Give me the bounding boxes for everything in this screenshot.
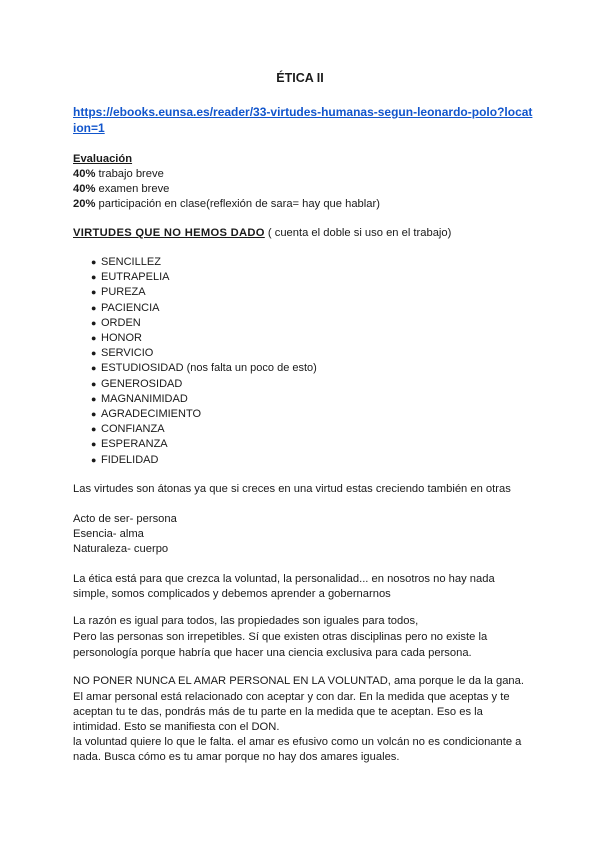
etica-line: La ética está para que crezca la voluntad, la personalidad... en nosotros no hay nada [73,573,495,585]
evaluation-item: 40% trabajo breve [73,168,164,180]
virtues-heading: VIRTUDES QUE NO HEMOS DADO [73,227,265,239]
list-item: ● ESPERANZA [91,438,168,451]
list-item: ● PUREZA [91,286,146,299]
razon-line: La razón es igual para todos, las propiedades son iguales para todos, [73,615,419,627]
list-item: ● FIDELIDAD [91,453,159,466]
amar-line: nada. Busca cómo es tu amar porque no hay dos amares iguales. [73,751,400,763]
virtues-note: ( cuenta el doble si uso en el trabajo) [264,227,452,239]
paragraph-atonas: Las virtudes son átonas ya que si creces en una virtud estas creciendo también en otras [73,483,511,495]
list-item: ● AGRADECIMIENTO [91,408,202,421]
ebook-link[interactable]: https://ebooks.eunsa.es/reader/33-virtudes-humanas-segun-leonardo-polo?location=1 [73,105,533,135]
acto-line: Acto de ser- persona [73,513,177,525]
list-item: ● SERVICIO [91,347,154,360]
acto-line: Esencia- alma [73,528,144,540]
evaluation-heading: Evaluación [73,153,133,165]
list-item: ● PACIENCIA [91,301,160,314]
virtues-heading-line [73,226,451,241]
razon-line: Pero las personas son irrepetibles. Sí que existen otras disciplinas pero no existe la [73,631,488,643]
list-item: ● EUTRAPELIA [91,271,170,284]
amar-line: El amar personal está relacionado con aceptar y con dar. En la medida que aceptas y te [73,691,510,703]
amar-line: NO PONER NUNCA EL AMAR PERSONAL EN LA VOLUNTAD, ama porque le da la gana. [73,675,524,687]
amar-line: intimidad. Esto se manifiesta con el DON. [73,721,280,733]
list-item: ● GENEROSIDAD [91,377,183,390]
list-item: ● ESTUDIOSIDAD (nos falta un poco de esto) [91,362,317,375]
page-title: ÉTICA II [276,71,324,85]
etica-line: simple, somos complicados y debemos aprender a gobernarnos [73,588,391,600]
razon-line: personología porque habría que hacer una ciencia exclusiva para cada persona. [73,647,472,659]
amar-line: la voluntad quiere lo que le falta. el amar es efusivo como un volcán no es condicionante a [73,736,522,748]
virtues-list [91,255,317,468]
evaluation-item: 40% examen breve [73,183,170,195]
list-item: ● CONFIANZA [91,423,165,436]
amar-line: aceptan tu te das, pondrás más de tu parte en la medida que te aceptan. Eso es la [73,706,483,718]
list-item: ● HONOR [91,332,142,345]
list-item: ● ORDEN [91,316,141,329]
list-item: ● MAGNANIMIDAD [91,392,188,405]
list-item: ● SENCILLEZ [91,256,161,268]
evaluation-item: 20% participación en clase(reflexión de sara= hay que hablar) [73,198,380,210]
acto-line: Naturaleza- cuerpo [73,543,169,555]
